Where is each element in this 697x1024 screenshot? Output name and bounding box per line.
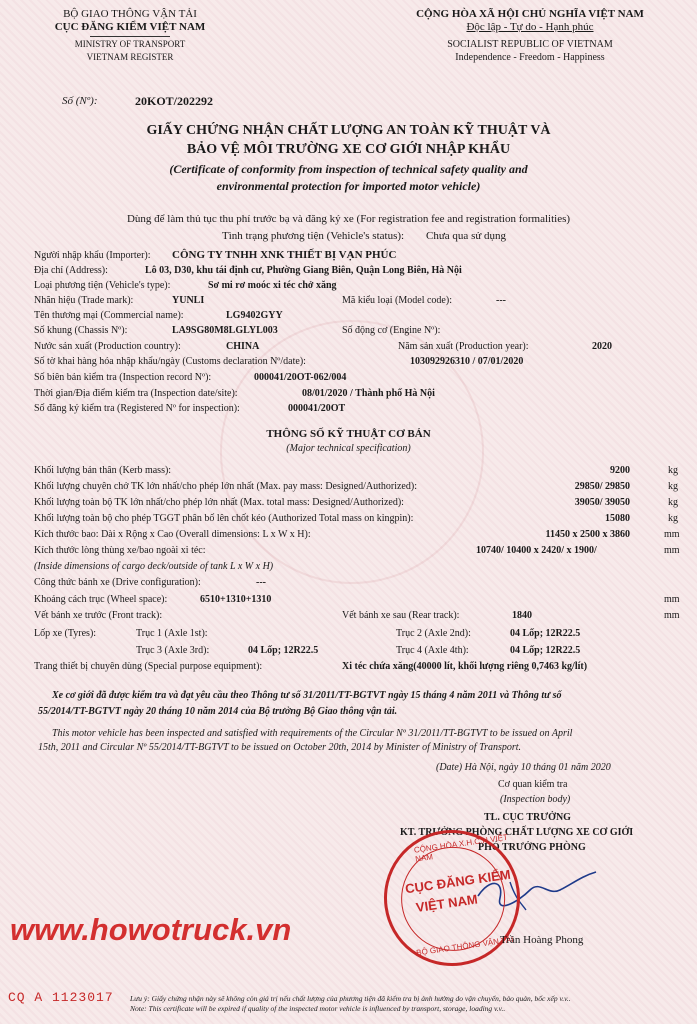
- cargo-value: 10740/ 10400 x 2420/ x 1900/: [476, 545, 597, 556]
- drive-value: ---: [256, 577, 266, 588]
- sign-body: Cơ quan kiểm tra: [498, 779, 568, 790]
- rear-value: 1840: [512, 610, 532, 621]
- overall-label: Kích thước bao: Dài x Rộng x Cao (Overall dimensions: L x W x H):: [34, 529, 311, 540]
- total-value: 39050/ 39050: [574, 497, 630, 508]
- mark-label: Nhãn hiệu (Trade mark):: [34, 295, 134, 306]
- website-watermark: www.howotruck.vn: [10, 912, 292, 947]
- kingpin-value: 15080: [605, 513, 630, 524]
- republic-en: SOCIALIST REPUBLIC OF VIETNAM: [447, 39, 613, 50]
- kerb-unit: kg: [668, 465, 678, 476]
- spec-heading: THÔNG SỐ KỸ THUẬT CƠ BẢN: [266, 428, 431, 440]
- motto-vn: Độc lập - Tự do - Hạnh phúc: [466, 21, 594, 33]
- header-left-rule: [90, 36, 170, 37]
- title-line4: environmental protection for imported motor vehicle): [216, 179, 481, 193]
- statement-vn-2: 55/2014/TT-BGTVT ngày 20 tháng 10 năm 2014 của Bộ trưởng Bộ Giao thông vận tải.: [38, 706, 398, 717]
- axle4-label: Trục 4 (Axle 4th):: [396, 645, 469, 656]
- kerb-label: Khối lượng bản thân (Kerb mass):: [34, 465, 172, 476]
- year-value: 2020: [592, 341, 612, 352]
- register-vn: CỤC ĐĂNG KIỂM VIỆT NAM: [54, 21, 206, 33]
- model-value: ---: [496, 295, 506, 306]
- type-value: Sơ mi rơ moóc xi téc chở xăng: [208, 280, 337, 291]
- total-label: Khối lượng toàn bộ TK lớn nhất/cho phép lớn nhất (Max. total mass: Designed/Authorized):: [34, 497, 404, 508]
- drive-label: Công thức bánh xe (Drive configuration):: [34, 577, 201, 588]
- title-line3: (Certificate of conformity from inspection of technical safety quality and: [169, 162, 528, 176]
- wheel-value: 6510+1310+1310: [200, 594, 272, 605]
- reg-value: 000041/20OT: [288, 403, 346, 414]
- pay-unit: kg: [668, 481, 678, 492]
- axle2-label: Trục 2 (Axle 2nd):: [396, 628, 471, 639]
- commercial-label: Tên thương mại (Commercial name):: [34, 310, 184, 321]
- motto-en: Independence - Freedom - Happiness: [455, 52, 605, 63]
- cargo-label-en: (Inside dimensions of cargo deck/outside of tank L x W x H): [34, 561, 274, 572]
- axle3-label: Trục 3 (Axle 3rd):: [136, 645, 210, 656]
- date-label: Thời gian/Địa điểm kiểm tra (Inspection date/site):: [34, 388, 238, 399]
- footnote: [130, 994, 571, 1014]
- number-label: Số (Nº):: [62, 95, 98, 107]
- cargo-unit: mm: [664, 545, 680, 556]
- stamp-mid2: VIỆT NAM: [414, 891, 479, 916]
- stamp-top-text: CỘNG HÒA X.H.C.N VIỆT NAM: [413, 832, 509, 864]
- sign-role3: PHÓ TRƯỞNG PHÒNG: [478, 842, 586, 853]
- title-line2: BẢO VỆ MÔI TRƯỜNG XE CƠ GIỚI NHẬP KHẨU: [186, 142, 511, 157]
- pay-value: 29850/ 29850: [574, 481, 630, 492]
- chassis-label: Số khung (Chassis Nº):: [34, 325, 128, 336]
- country-value: CHINA: [226, 341, 260, 352]
- sign-date: (Date) Hà Nội, ngày 10 tháng 01 năm 2020: [436, 762, 611, 773]
- axle1-label: Trục 1 (Axle 1st):: [136, 628, 208, 639]
- status-label: Tình trạng phương tiện (Vehicle's status):: [222, 230, 405, 242]
- commercial-value: LG9402GYY: [226, 310, 283, 321]
- chassis-value: LA9SG80M8LGLYL003: [172, 325, 278, 336]
- reg-label: Số đăng ký kiểm tra (Registered Nº for inspection):: [34, 403, 240, 414]
- tyres-label: Lốp xe (Tyres):: [34, 628, 97, 639]
- rear-unit: mm: [664, 610, 680, 621]
- rear-label: Vết bánh xe sau (Rear track):: [342, 610, 460, 621]
- title-line1: GIẤY CHỨNG NHẬN CHẤT LƯỢNG AN TOÀN KỸ THUẬT VÀ: [146, 123, 551, 138]
- front-label: Vết bánh xe trước (Front track):: [34, 610, 163, 621]
- importer-value: CÔNG TY TNHH XNK THIẾT BỊ VẠN PHÚC: [172, 249, 397, 261]
- axle4-value: 04 Lốp; 12R22.5: [510, 645, 581, 656]
- official-stamp: [375, 821, 529, 975]
- overall-unit: mm: [664, 529, 680, 540]
- statement-en-1: This motor vehicle has been inspected and satisfied with requirements of the Circular Nº 31/2011/TT-BGTVT to be issued on April: [52, 728, 573, 739]
- sign-role2: KT. TRƯỞNG PHÒNG CHẤT LƯỢNG XE CƠ GIỚI: [400, 827, 634, 838]
- model-label: Mã kiểu loại (Model code):: [342, 295, 452, 306]
- sign-role1: TL. CỤC TRƯỞNG: [484, 812, 571, 823]
- total-unit: kg: [668, 497, 678, 508]
- stamp-bottom-text: BỘ GIAO THÔNG VẬN TẢI: [415, 934, 514, 958]
- customs-value: 103092926310 / 07/01/2020: [410, 356, 524, 367]
- wheel-unit: mm: [664, 594, 680, 605]
- statement-vn-1: Xe cơ giới đã được kiểm tra và đạt yêu cầu theo Thông tư số 31/2011/TT-BGTVT ngày 15 tháng 4 năm 2011 và Thông tư số: [52, 690, 562, 701]
- type-label: Loại phương tiện (Vehicle's type):: [34, 280, 171, 291]
- special-value: Xi téc chứa xăng(40000 lít, khối lượng riêng 0,7463 kg/lít): [342, 661, 588, 672]
- spec-heading-en: (Major technical specification): [286, 443, 411, 454]
- date-value: 08/01/2020 / Thành phố Hà Nội: [302, 388, 435, 399]
- header-right: [380, 8, 680, 64]
- serial-number: CQ A 1123017: [8, 990, 114, 1005]
- special-label: Trang thiết bị chuyên dùng (Special purpose equipment):: [34, 661, 263, 672]
- mark-value: YUNLI: [172, 295, 205, 306]
- ministry-en: MINISTRY OF TRANSPORT: [74, 39, 186, 49]
- cargo-label: Kích thước lòng thùng xe/bao ngoài xi téc:: [34, 545, 206, 556]
- year-label: Năm sản xuất (Production year):: [398, 341, 529, 352]
- signer-name: Trần Hoàng Phong: [500, 934, 584, 946]
- footnote-line2: Note: This certificate will be expired if quality of the inspected motor vehicle is influenced by transport, storage, loading v.v..: [130, 1004, 506, 1013]
- axle2-value: 04 Lốp; 12R22.5: [510, 628, 581, 639]
- axle3-value: 04 Lốp; 12R22.5: [248, 645, 319, 656]
- number-value: 20KOT/202292: [135, 94, 214, 108]
- kerb-value: 9200: [610, 465, 630, 476]
- engine-label: Số động cơ (Engine Nº):: [342, 325, 441, 336]
- ministry-vn: BỘ GIAO THÔNG VẬN TẢI: [63, 8, 197, 20]
- republic-vn: CỘNG HÒA XÃ HỘI CHỦ NGHĨA VIỆT NAM: [416, 8, 644, 20]
- register-en: VIETNAM REGISTER: [86, 52, 174, 62]
- importer-label: Người nhập khẩu (Importer):: [34, 250, 151, 261]
- stamp-mid1: CỤC ĐĂNG KIỂM: [404, 866, 512, 897]
- sign-body-en: (Inspection body): [500, 794, 571, 805]
- pay-label: Khối lượng chuyên chở TK lớn nhất/cho phép lớn nhất (Max. pay mass: Designed/Authorized):: [34, 481, 417, 492]
- record-value: 000041/20OT-062/004: [254, 372, 347, 383]
- footnote-line1: Lưu ý: Giấy chứng nhận này sẽ không còn giá trị nếu chất lượng của phương tiện đã kiểm tra bị ảnh hưởng do vận chuyển, bảo quản, bốc xếp v.v..: [130, 994, 571, 1003]
- record-label: Số biên bản kiểm tra (Inspection record Nº):: [34, 372, 212, 383]
- kingpin-unit: kg: [668, 513, 678, 524]
- address-value: Lô 03, D30, khu tái định cư, Phường Giang Biên, Quận Long Biên, Hà Nội: [145, 265, 462, 276]
- status-value: Chưa qua sử dụng: [426, 230, 507, 242]
- purpose-text: Dùng để làm thủ tục thu phí trước bạ và đăng ký xe (For registration fee and registration formalities): [126, 213, 571, 225]
- statement-en-2: 15th, 2011 and Circular Nº 55/2014/TT-BGTVT to be issued on October 20th, 2014 by Minister of Ministry of Transport.: [38, 742, 522, 753]
- wheel-label: Khoảng cách trục (Wheel space):: [34, 594, 168, 605]
- customs-label: Số tờ khai hàng hóa nhập khẩu/ngày (Customs declaration Nº/date):: [34, 356, 306, 367]
- overall-value: 11450 x 2500 x 3860: [545, 529, 630, 540]
- address-label: Địa chỉ (Address):: [34, 265, 108, 276]
- kingpin-label: Khối lượng toàn bộ cho phép TGGT phân bố lên chốt kéo (Authorized Total mass on kingpin):: [34, 513, 414, 524]
- country-label: Nước sản xuất (Production country):: [34, 341, 181, 352]
